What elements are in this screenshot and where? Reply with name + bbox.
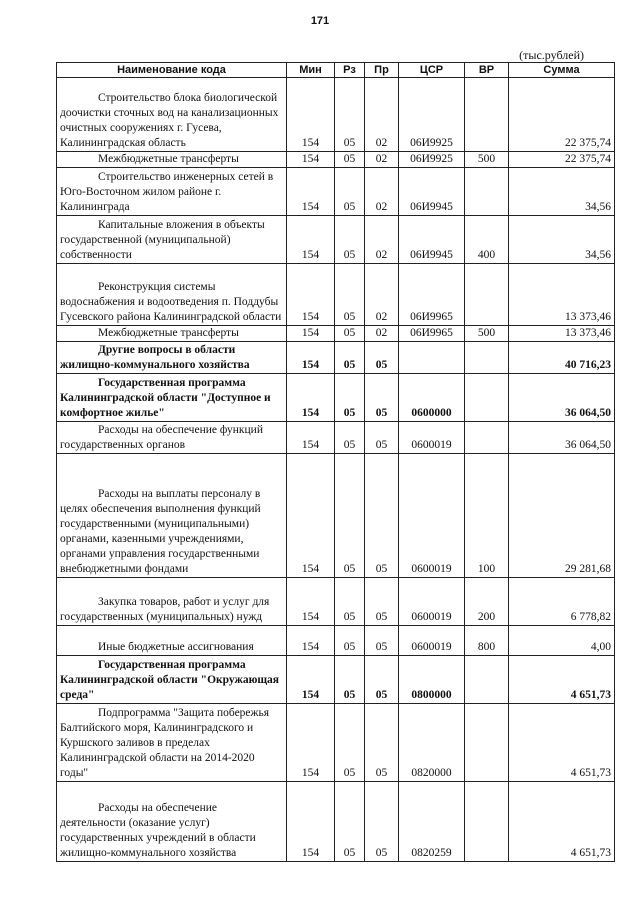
cell-rz: 05 — [335, 454, 365, 578]
cell-pr: 05 — [365, 342, 399, 374]
cell-pr: 02 — [365, 152, 399, 168]
cell-min: 154 — [287, 422, 335, 454]
cell-pr: 05 — [365, 374, 399, 422]
cell-min: 154 — [287, 152, 335, 168]
cell-name: Подпрограмма "Защита побережья Балтийского моря, Калининградского и Куршского заливов в пределах Калининградской области на 2014-2020 годы" — [57, 704, 287, 782]
cell-rz: 05 — [335, 656, 365, 704]
cell-name: Капитальные вложения в объекты государственной (муниципальной) собственности — [57, 216, 287, 264]
cell-csr: 0600019 — [399, 578, 465, 626]
cell-sum: 22 375,74 — [509, 78, 615, 152]
table-row — [57, 656, 615, 704]
cell-pr: 02 — [365, 78, 399, 152]
table-row — [57, 152, 615, 168]
cell-pr: 05 — [365, 578, 399, 626]
cell-name: Расходы на обеспечение деятельности (оказание услуг) государственных учреждений в области жилищно-коммунального хозяйства — [57, 782, 287, 862]
cell-vr: 200 — [465, 578, 509, 626]
cell-min: 154 — [287, 578, 335, 626]
cell-vr — [465, 374, 509, 422]
cell-csr: 06И9965 — [399, 264, 465, 326]
cell-pr: 05 — [365, 626, 399, 656]
cell-min: 154 — [287, 168, 335, 216]
cell-name: Строительство инженерных сетей в Юго-Восточном жилом районе г. Калининграда — [57, 168, 287, 216]
cell-vr — [465, 782, 509, 862]
cell-rz: 05 — [335, 782, 365, 862]
cell-min: 154 — [287, 626, 335, 656]
cell-csr: 0820000 — [399, 704, 465, 782]
cell-vr: 500 — [465, 152, 509, 168]
cell-csr: 0600019 — [399, 626, 465, 656]
cell-name: Закупка товаров, работ и услуг для государственных (муниципальных) нужд — [57, 578, 287, 626]
cell-vr — [465, 656, 509, 704]
header-vr: ВР — [465, 63, 509, 78]
table-body — [57, 78, 615, 862]
cell-vr — [465, 78, 509, 152]
cell-min: 154 — [287, 704, 335, 782]
cell-csr: 06И9965 — [399, 326, 465, 342]
table-row — [57, 216, 615, 264]
cell-sum: 4 651,73 — [509, 656, 615, 704]
budget-table — [56, 62, 615, 862]
table-row — [57, 78, 615, 152]
cell-vr — [465, 422, 509, 454]
cell-csr: 0820259 — [399, 782, 465, 862]
cell-name: Межбюджетные трансферты — [57, 326, 287, 342]
header-min: Мин — [287, 63, 335, 78]
cell-name: Расходы на выплаты персоналу в целях обеспечения выполнения функций государственными (муниципальными) органами, казенными учреждениями, органами управления государственными внебюджетными фондами — [57, 454, 287, 578]
header-rz: Рз — [335, 63, 365, 78]
header-pr: Пр — [365, 63, 399, 78]
table-row — [57, 704, 615, 782]
cell-sum: 13 373,46 — [509, 264, 615, 326]
cell-min: 154 — [287, 264, 335, 326]
cell-name: Расходы на обеспечение функций государственных органов — [57, 422, 287, 454]
cell-vr — [465, 342, 509, 374]
table-row — [57, 342, 615, 374]
cell-pr: 02 — [365, 264, 399, 326]
cell-csr: 0600000 — [399, 374, 465, 422]
cell-name: Другие вопросы в области жилищно-коммунального хозяйства — [57, 342, 287, 374]
cell-min: 154 — [287, 656, 335, 704]
cell-min: 154 — [287, 216, 335, 264]
cell-sum: 22 375,74 — [509, 152, 615, 168]
cell-pr: 05 — [365, 656, 399, 704]
cell-rz: 05 — [335, 326, 365, 342]
cell-rz: 05 — [335, 264, 365, 326]
page-number: 171 — [310, 15, 330, 27]
cell-csr: 0800000 — [399, 656, 465, 704]
cell-csr: 06И9925 — [399, 78, 465, 152]
cell-pr: 02 — [365, 326, 399, 342]
cell-min: 154 — [287, 78, 335, 152]
table-row — [57, 422, 615, 454]
cell-sum: 13 373,46 — [509, 326, 615, 342]
cell-sum: 40 716,23 — [509, 342, 615, 374]
cell-sum: 34,56 — [509, 216, 615, 264]
cell-vr — [465, 168, 509, 216]
header-name: Наименование кода — [57, 63, 287, 78]
cell-sum: 34,56 — [509, 168, 615, 216]
cell-rz: 05 — [335, 152, 365, 168]
cell-min: 154 — [287, 326, 335, 342]
cell-vr: 500 — [465, 326, 509, 342]
cell-min: 154 — [287, 342, 335, 374]
cell-csr: 06И9925 — [399, 152, 465, 168]
cell-vr — [465, 704, 509, 782]
table-row — [57, 374, 615, 422]
cell-csr: 0600019 — [399, 422, 465, 454]
cell-sum: 4,00 — [509, 626, 615, 656]
cell-vr: 400 — [465, 216, 509, 264]
cell-name: Межбюджетные трансферты — [57, 152, 287, 168]
cell-rz: 05 — [335, 704, 365, 782]
cell-rz: 05 — [335, 168, 365, 216]
cell-csr — [399, 342, 465, 374]
table-row — [57, 578, 615, 626]
cell-name: Государственная программа Калининградской области "Окружающая среда" — [57, 656, 287, 704]
cell-min: 154 — [287, 374, 335, 422]
table-row — [57, 782, 615, 862]
cell-pr: 05 — [365, 704, 399, 782]
table-row — [57, 626, 615, 656]
cell-pr: 05 — [365, 782, 399, 862]
cell-rz: 05 — [335, 216, 365, 264]
units-label: (тыс.рублей) — [519, 48, 584, 62]
cell-min: 154 — [287, 454, 335, 578]
cell-rz: 05 — [335, 422, 365, 454]
cell-rz: 05 — [335, 342, 365, 374]
cell-sum: 6 778,82 — [509, 578, 615, 626]
cell-sum: 29 281,68 — [509, 454, 615, 578]
table-row — [57, 264, 615, 326]
header-csr: ЦСР — [399, 63, 465, 78]
cell-sum: 4 651,73 — [509, 704, 615, 782]
header-sum: Сумма — [509, 63, 615, 78]
cell-rz: 05 — [335, 374, 365, 422]
cell-name: Строительство блока биологической доочистки сточных вод на канализационных очистных сооружениях г. Гусева, Калининградская область — [57, 78, 287, 152]
table-row — [57, 326, 615, 342]
table-header-row — [57, 63, 615, 78]
cell-csr: 06И9945 — [399, 216, 465, 264]
cell-sum: 4 651,73 — [509, 782, 615, 862]
cell-rz: 05 — [335, 578, 365, 626]
cell-vr — [465, 264, 509, 326]
cell-name: Иные бюджетные ассигнования — [57, 626, 287, 656]
cell-sum: 36 064,50 — [509, 374, 615, 422]
cell-rz: 05 — [335, 78, 365, 152]
cell-pr: 02 — [365, 168, 399, 216]
cell-name: Государственная программа Калининградской области "Доступное и комфортное жилье" — [57, 374, 287, 422]
cell-pr: 02 — [365, 216, 399, 264]
cell-pr: 05 — [365, 422, 399, 454]
cell-min: 154 — [287, 782, 335, 862]
table-row — [57, 454, 615, 578]
cell-vr: 100 — [465, 454, 509, 578]
cell-csr: 06И9945 — [399, 168, 465, 216]
cell-csr: 0600019 — [399, 454, 465, 578]
cell-sum: 36 064,50 — [509, 422, 615, 454]
cell-pr: 05 — [365, 454, 399, 578]
cell-rz: 05 — [335, 626, 365, 656]
table-row — [57, 168, 615, 216]
cell-name: Реконструкция системы водоснабжения и водоотведения п. Поддубы Гусевского района Калининградской области — [57, 264, 287, 326]
cell-vr: 800 — [465, 626, 509, 656]
